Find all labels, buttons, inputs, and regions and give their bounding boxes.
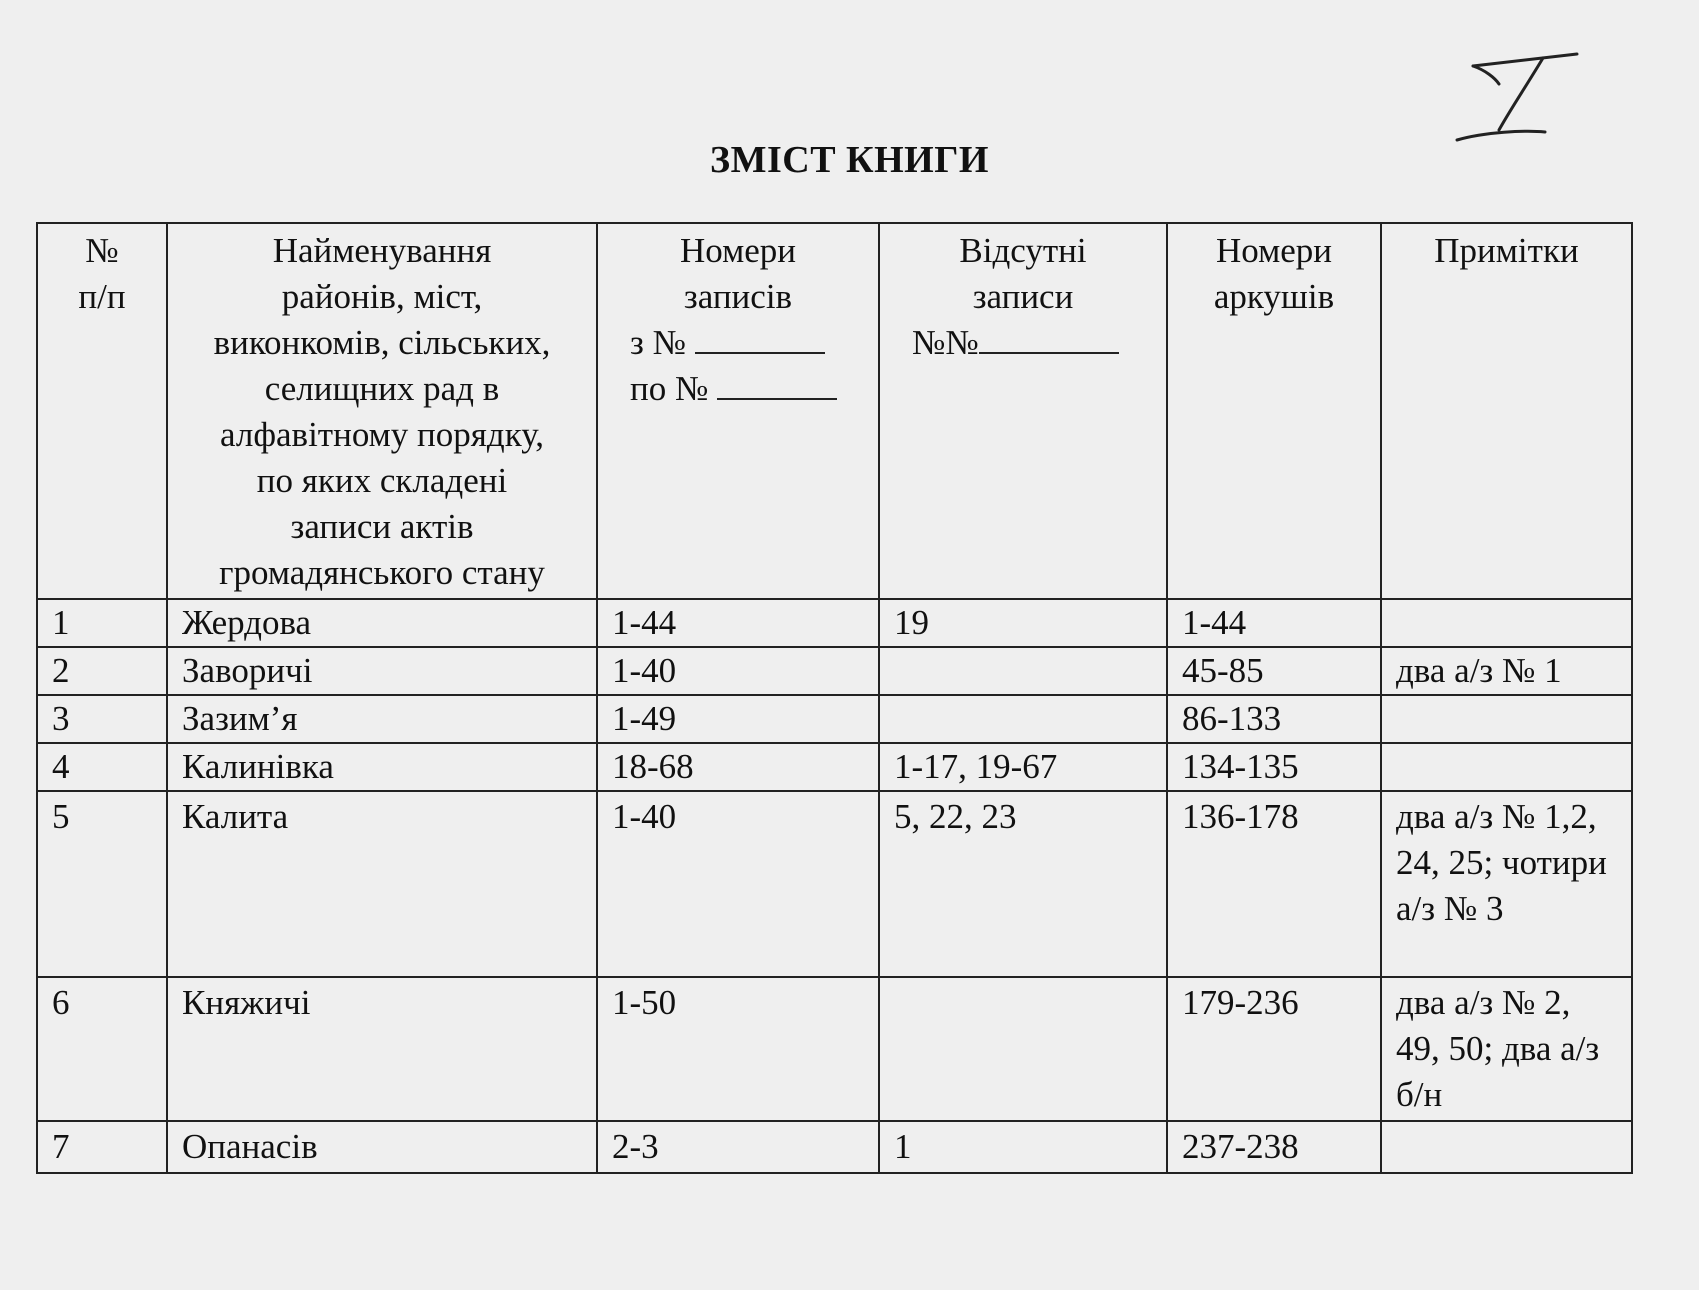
cell-notes <box>1381 1121 1632 1173</box>
cell-sheets: 136-178 <box>1167 791 1381 977</box>
cell-records: 1-40 <box>597 791 879 977</box>
cell-sheets: 134-135 <box>1167 743 1381 791</box>
cell-name: Жердова <box>167 599 597 647</box>
header-notes: Примітки <box>1381 223 1632 599</box>
cell-missing <box>879 977 1167 1121</box>
header-row <box>37 223 1632 599</box>
cell-sheets: 179-236 <box>1167 977 1381 1121</box>
cell-num: 5 <box>37 791 167 977</box>
header-records: Номери записів з № по № <box>597 223 879 599</box>
header-name: Найменування районів, міст, виконкомів, сільських, селищних рад в алфавітному порядку, по яких складені записи актів громадянського стану <box>167 223 597 599</box>
cell-num: 4 <box>37 743 167 791</box>
cell-missing <box>879 647 1167 695</box>
cell-missing: 1-17, 19-67 <box>879 743 1167 791</box>
cell-missing: 5, 22, 23 <box>879 791 1167 977</box>
cell-notes: два а/з № 1,2, 24, 25; чотири а/з № 3 <box>1381 791 1632 977</box>
handwritten-mark <box>1455 48 1590 148</box>
header-num: № п/п <box>37 223 167 599</box>
table-row <box>37 599 1632 647</box>
cell-num: 3 <box>37 695 167 743</box>
cell-name: Княжичі <box>167 977 597 1121</box>
cell-notes <box>1381 743 1632 791</box>
cell-records: 1-49 <box>597 695 879 743</box>
cell-records: 1-40 <box>597 647 879 695</box>
cell-sheets: 1-44 <box>1167 599 1381 647</box>
cell-sheets: 237-238 <box>1167 1121 1381 1173</box>
cell-records: 18-68 <box>597 743 879 791</box>
table-row <box>37 743 1632 791</box>
cell-name: Калита <box>167 791 597 977</box>
cell-name: Заворичі <box>167 647 597 695</box>
cell-notes <box>1381 599 1632 647</box>
cell-name: Опанасів <box>167 1121 597 1173</box>
table-row <box>37 695 1632 743</box>
cell-name: Зазим’я <box>167 695 597 743</box>
cell-records: 1-50 <box>597 977 879 1121</box>
cell-name: Калинівка <box>167 743 597 791</box>
cell-notes: два а/з № 1 <box>1381 647 1632 695</box>
table-row <box>37 791 1632 977</box>
cell-notes: два а/з № 2, 49, 50; два а/з б/н <box>1381 977 1632 1121</box>
table-row <box>37 977 1632 1121</box>
cell-records: 2-3 <box>597 1121 879 1173</box>
header-missing: Відсутні записи №№ <box>879 223 1167 599</box>
cell-records: 1-44 <box>597 599 879 647</box>
cell-notes <box>1381 695 1632 743</box>
cell-sheets: 86-133 <box>1167 695 1381 743</box>
cell-num: 1 <box>37 599 167 647</box>
cell-missing <box>879 695 1167 743</box>
table-row <box>37 1121 1632 1173</box>
table-row <box>37 647 1632 695</box>
cell-num: 6 <box>37 977 167 1121</box>
cell-missing: 19 <box>879 599 1167 647</box>
cell-missing: 1 <box>879 1121 1167 1173</box>
cell-num: 2 <box>37 647 167 695</box>
header-sheets: Номери аркушів <box>1167 223 1381 599</box>
cell-sheets: 45-85 <box>1167 647 1381 695</box>
contents-table <box>36 222 1633 1174</box>
page-title: ЗМІСТ КНИГИ <box>710 139 989 181</box>
cell-num: 7 <box>37 1121 167 1173</box>
